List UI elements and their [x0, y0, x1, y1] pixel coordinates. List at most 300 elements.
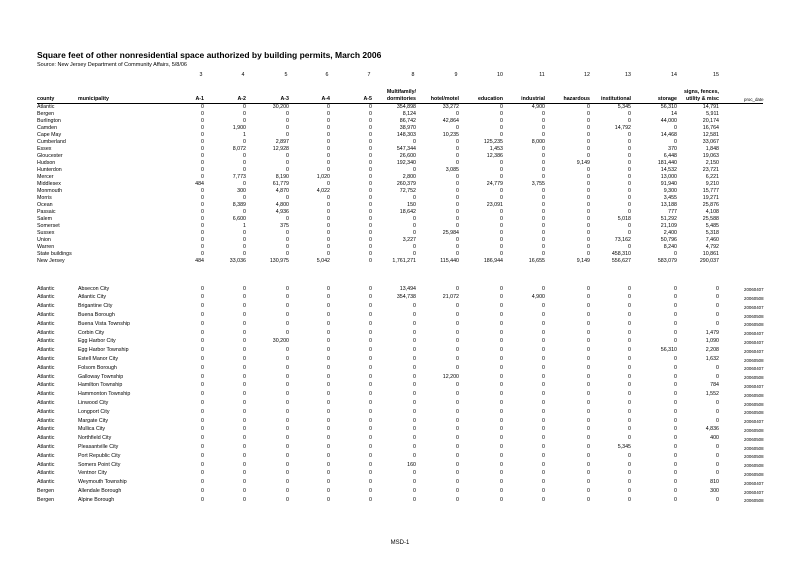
muni-row-value: 0 [369, 355, 372, 362]
muni-row-date: 20060508 [744, 410, 764, 416]
muni-row-value: 0 [243, 443, 246, 450]
muni-row-value: 0 [327, 417, 330, 424]
county-row-value: 0 [587, 152, 590, 159]
muni-row-value: 0 [327, 443, 330, 450]
county-row-name: Cape May [37, 131, 62, 138]
county-row-value: 0 [286, 215, 289, 222]
muni-row-date: 20060508 [744, 445, 764, 451]
county-row-value: 0 [201, 124, 204, 131]
muni-row-county: Atlantic [37, 329, 55, 336]
muni-row-value: 0 [674, 391, 677, 398]
county-row-value: 5,345 [617, 103, 631, 110]
muni-row-value: 0 [413, 487, 416, 494]
muni-row-value: 0 [628, 470, 631, 477]
muni-row-name: Alpine Borough [78, 496, 115, 503]
county-row-value: 0 [369, 257, 372, 264]
county-row-value: 2,897 [275, 138, 289, 145]
county-row-value: 0 [456, 152, 459, 159]
county-row-value: 0 [674, 250, 677, 257]
muni-row-county: Atlantic [37, 452, 55, 459]
muni-row-value: 0 [456, 329, 459, 336]
county-row-value: 0 [286, 229, 289, 236]
muni-row-value: 0 [628, 461, 631, 468]
muni-row-value: 0 [413, 426, 416, 433]
county-row-value: 0 [587, 110, 590, 117]
county-row-value: 0 [243, 250, 246, 257]
county-row-value: 0 [587, 138, 590, 145]
muni-row-value: 0 [674, 294, 677, 301]
muni-row-value: 0 [243, 426, 246, 433]
county-row-name: Hudson [37, 159, 56, 166]
muni-row-value: 0 [201, 382, 204, 389]
muni-row-value: 400 [710, 435, 719, 442]
muni-row-value: 0 [542, 470, 545, 477]
county-row-value: 0 [413, 166, 416, 173]
county-row-value: 148,303 [396, 131, 416, 138]
muni-row-value: 0 [243, 452, 246, 459]
county-row-value: 0 [243, 110, 246, 117]
muni-row-date: 20060407 [744, 348, 764, 354]
muni-row-value: 0 [243, 373, 246, 380]
county-row-name: Salem [37, 215, 53, 222]
muni-row-value: 0 [500, 417, 503, 424]
muni-row-value: 0 [327, 435, 330, 442]
county-row-value: 0 [542, 145, 545, 152]
muni-row-value: 0 [369, 382, 372, 389]
muni-row-value: 0 [413, 417, 416, 424]
muni-row-value: 0 [587, 303, 590, 310]
muni-row-value: 0 [413, 329, 416, 336]
header-col: A-2 [237, 96, 246, 102]
column-number: 8 [411, 72, 415, 78]
county-row-name: Burlington [37, 117, 61, 124]
muni-row-value: 0 [286, 329, 289, 336]
muni-row-value: 0 [369, 487, 372, 494]
county-row-value: 0 [327, 166, 330, 173]
county-row-value: 0 [628, 243, 631, 250]
muni-row-value: 0 [243, 338, 246, 345]
county-row-name: Essex [37, 145, 52, 152]
county-row-value: 50,796 [660, 236, 677, 243]
county-row-value: 0 [542, 187, 545, 194]
county-row-value: 0 [243, 117, 246, 124]
muni-row-value: 0 [201, 452, 204, 459]
muni-row-name: Brigantine City [78, 303, 113, 310]
county-row-value: 0 [413, 194, 416, 201]
muni-row-value: 0 [327, 408, 330, 415]
muni-row-value: 0 [369, 496, 372, 503]
county-row-value: 0 [542, 124, 545, 131]
muni-row-value: 0 [369, 417, 372, 424]
muni-row-value: 0 [716, 373, 719, 380]
county-row-value: 0 [587, 103, 590, 110]
county-row-value: 0 [327, 117, 330, 124]
county-row-value: 0 [369, 138, 372, 145]
county-row-value: 16,655 [528, 257, 545, 264]
county-row-value: 0 [542, 229, 545, 236]
muni-row-value: 0 [587, 461, 590, 468]
muni-row-value: 0 [542, 329, 545, 336]
county-row-value: 0 [201, 159, 204, 166]
muni-row-date: 20060508 [744, 471, 764, 477]
header-col-top: signs, fences, [683, 89, 719, 95]
muni-row-value: 0 [327, 470, 330, 477]
muni-row-value: 0 [587, 426, 590, 433]
county-row-value: 25,984 [442, 229, 459, 236]
muni-row-value: 0 [413, 355, 416, 362]
muni-row-value: 0 [369, 408, 372, 415]
muni-row-value: 0 [542, 338, 545, 345]
muni-row-value: 0 [716, 417, 719, 424]
muni-row-value: 0 [628, 285, 631, 292]
muni-row-name: Margate City [78, 417, 109, 424]
muni-row-value: 0 [201, 373, 204, 380]
county-row-value: 38,970 [399, 124, 416, 131]
muni-row-value: 30,200 [272, 338, 289, 345]
muni-row-value: 0 [674, 487, 677, 494]
muni-row-value: 0 [542, 435, 545, 442]
county-row-value: 14,468 [660, 131, 677, 138]
muni-row-value: 0 [201, 496, 204, 503]
county-row-value: 777 [668, 208, 677, 215]
county-row-value: 458,310 [611, 250, 631, 257]
county-row-value: 3,085 [445, 166, 459, 173]
muni-row-value: 0 [243, 408, 246, 415]
county-row-value: 61,779 [272, 180, 289, 187]
county-row-value: 0 [500, 173, 503, 180]
muni-row-value: 0 [500, 338, 503, 345]
muni-row-date: 20060407 [744, 480, 764, 486]
muni-row-value: 300 [710, 487, 719, 494]
county-row-value: 0 [286, 124, 289, 131]
county-row-value: 0 [201, 215, 204, 222]
muni-row-value: 0 [413, 452, 416, 459]
muni-row-value: 0 [456, 470, 459, 477]
muni-row-value: 0 [369, 479, 372, 486]
county-row-value: 0 [628, 180, 631, 187]
county-row-value: 0 [369, 124, 372, 131]
report-source: Source: New Jersey Department of Community Affairs, 5/8/06 [37, 62, 187, 68]
column-number: 3 [199, 72, 203, 78]
county-row-value: 0 [243, 208, 246, 215]
county-row-value: 25,876 [702, 201, 719, 208]
county-row-value: 0 [542, 215, 545, 222]
county-row-value: 0 [587, 243, 590, 250]
muni-row-value: 0 [201, 329, 204, 336]
header-proc-date: proc_date [744, 97, 764, 102]
county-row-value: 0 [369, 201, 372, 208]
muni-row-value: 0 [413, 470, 416, 477]
muni-row-name: Ventnor City [78, 470, 107, 477]
muni-row-value: 0 [674, 408, 677, 415]
county-row-value: 0 [542, 110, 545, 117]
county-row-value: 0 [327, 103, 330, 110]
muni-row-value: 0 [369, 338, 372, 345]
muni-row-value: 0 [587, 399, 590, 406]
county-row-value: 0 [327, 201, 330, 208]
county-row-value: 370 [668, 145, 677, 152]
muni-row-value: 0 [243, 399, 246, 406]
muni-row-value: 0 [327, 479, 330, 486]
muni-row-value: 0 [716, 303, 719, 310]
header-col: industrial [521, 96, 545, 102]
county-row-value: 51,292 [660, 215, 677, 222]
county-row-value: 14,532 [660, 166, 677, 173]
muni-row-value: 0 [500, 329, 503, 336]
muni-row-date: 20060407 [744, 304, 764, 310]
muni-row-name: Somers Point City [78, 461, 121, 468]
county-row-value: 0 [456, 124, 459, 131]
muni-row-county: Atlantic [37, 347, 55, 354]
muni-row-value: 0 [286, 470, 289, 477]
county-row-value: 0 [369, 103, 372, 110]
muni-row-value: 0 [587, 470, 590, 477]
muni-row-value: 0 [327, 320, 330, 327]
muni-row-date: 20060508 [744, 463, 764, 469]
county-row-value: 0 [327, 131, 330, 138]
muni-row-value: 0 [542, 461, 545, 468]
muni-row-value: 0 [286, 461, 289, 468]
county-row-value: 1 [243, 222, 246, 229]
county-row-value: 0 [628, 201, 631, 208]
county-row-value: 14,791 [702, 103, 719, 110]
county-row-value: 0 [456, 208, 459, 215]
county-row-value: 0 [542, 250, 545, 257]
county-row-value: 0 [542, 243, 545, 250]
muni-row-name: Pleasantville City [78, 443, 119, 450]
muni-row-date: 20060407 [744, 287, 764, 293]
muni-row-value: 0 [456, 479, 459, 486]
muni-row-value: 0 [243, 487, 246, 494]
county-row-value: 3,227 [402, 236, 416, 243]
county-row-value: 0 [369, 180, 372, 187]
muni-row-value: 0 [456, 382, 459, 389]
county-row-value: 7,460 [705, 236, 719, 243]
muni-row-value: 0 [327, 303, 330, 310]
county-row-name: Union [37, 236, 51, 243]
muni-row-value: 0 [369, 320, 372, 327]
muni-row-county: Atlantic [37, 408, 55, 415]
muni-row-value: 0 [587, 320, 590, 327]
muni-row-value: 0 [542, 426, 545, 433]
county-row-value: 0 [369, 117, 372, 124]
muni-row-value: 0 [243, 479, 246, 486]
muni-row-value: 4,836 [705, 426, 719, 433]
county-row-value: 0 [628, 110, 631, 117]
county-row-value: 0 [286, 250, 289, 257]
muni-row-name: Egg Harbor Township [78, 347, 129, 354]
muni-row-date: 20060508 [744, 313, 764, 319]
muni-row-county: Atlantic [37, 443, 55, 450]
county-row-value: 0 [542, 236, 545, 243]
muni-row-name: Estell Manor City [78, 355, 119, 362]
muni-row-value: 0 [243, 329, 246, 336]
muni-row-name: Hamilton Township [78, 382, 123, 389]
header-col: hotel/motel [430, 96, 459, 102]
muni-row-value: 0 [369, 435, 372, 442]
muni-row-value: 0 [628, 408, 631, 415]
county-row-value: 1,761,271 [392, 257, 416, 264]
county-row-value: 0 [201, 229, 204, 236]
muni-row-value: 0 [587, 338, 590, 345]
muni-row-value: 0 [628, 320, 631, 327]
muni-row-value: 0 [500, 496, 503, 503]
county-row-value: 5,018 [617, 215, 631, 222]
muni-row-value: 0 [243, 294, 246, 301]
county-row-value: 0 [456, 173, 459, 180]
column-number: 15 [713, 72, 719, 78]
county-row-value: 15,777 [702, 187, 719, 194]
muni-row-date: 20060508 [744, 375, 764, 381]
muni-row-value: 0 [542, 487, 545, 494]
muni-row-value: 0 [286, 347, 289, 354]
muni-row-value: 0 [674, 479, 677, 486]
county-row-value: 290,037 [699, 257, 719, 264]
county-row-name: Hunterdon [37, 166, 62, 173]
column-number: 9 [454, 72, 458, 78]
muni-row-value: 0 [243, 364, 246, 371]
county-row-value: 56,310 [660, 103, 677, 110]
muni-row-value: 0 [587, 347, 590, 354]
county-row-value: 0 [201, 117, 204, 124]
muni-row-value: 0 [286, 408, 289, 415]
muni-row-value: 0 [542, 443, 545, 450]
muni-row-value: 0 [286, 399, 289, 406]
county-row-value: 0 [456, 159, 459, 166]
muni-row-value: 0 [500, 487, 503, 494]
county-row-value: 0 [500, 215, 503, 222]
county-row-value: 0 [456, 138, 459, 145]
county-row-value: 10,235 [442, 131, 459, 138]
county-row-value: 42,864 [442, 117, 459, 124]
county-row-value: 0 [456, 187, 459, 194]
county-row-value: 0 [542, 131, 545, 138]
county-row-name: Monmouth [37, 187, 63, 194]
muni-row-value: 0 [456, 347, 459, 354]
county-row-value: 125,235 [483, 138, 503, 145]
county-row-value: 0 [327, 236, 330, 243]
muni-row-value: 0 [456, 320, 459, 327]
county-row-value: 0 [628, 173, 631, 180]
muni-row-value: 21,072 [442, 294, 459, 301]
county-row-value: 0 [286, 159, 289, 166]
county-row-value: 0 [201, 250, 204, 257]
header-col: hazardous [563, 96, 590, 102]
county-row-name: Mercer [37, 173, 54, 180]
muni-row-value: 0 [628, 303, 631, 310]
county-row-value: 0 [369, 173, 372, 180]
muni-row-value: 0 [201, 461, 204, 468]
county-row-value: 0 [587, 229, 590, 236]
muni-row-value: 0 [286, 452, 289, 459]
column-number: 4 [241, 72, 245, 78]
muni-row-value: 0 [456, 452, 459, 459]
county-row-value: 0 [369, 243, 372, 250]
county-row-value: 0 [201, 236, 204, 243]
county-row-value: 192,340 [396, 159, 416, 166]
county-row-value: 19,063 [702, 152, 719, 159]
column-number: 5 [284, 72, 288, 78]
header-county: county [37, 96, 55, 102]
county-row-name: Ocean [37, 201, 53, 208]
muni-row-value: 0 [413, 382, 416, 389]
muni-row-value: 0 [716, 461, 719, 468]
muni-row-value: 0 [500, 452, 503, 459]
muni-row-date: 20060407 [744, 419, 764, 425]
muni-row-value: 0 [716, 311, 719, 318]
muni-row-value: 0 [456, 417, 459, 424]
county-row-value: 8,190 [275, 173, 289, 180]
county-row-value: 2,150 [705, 159, 719, 166]
muni-row-value: 0 [327, 338, 330, 345]
muni-row-value: 0 [500, 303, 503, 310]
county-row-value: 13,000 [660, 173, 677, 180]
county-row-value: 14,792 [614, 124, 631, 131]
muni-row-value: 0 [369, 391, 372, 398]
muni-row-value: 0 [369, 285, 372, 292]
county-row-name: State buildings [37, 250, 72, 257]
county-row-value: 0 [628, 117, 631, 124]
county-row-value: 6,221 [705, 173, 719, 180]
muni-row-value: 0 [201, 364, 204, 371]
muni-row-value: 0 [201, 426, 204, 433]
muni-row-date: 20060508 [744, 401, 764, 407]
muni-row-value: 0 [286, 426, 289, 433]
county-row-value: 16,764 [702, 124, 719, 131]
muni-row-value: 0 [500, 355, 503, 362]
county-row-value: 4,022 [316, 187, 330, 194]
muni-row-value: 0 [201, 391, 204, 398]
county-row-value: 0 [201, 138, 204, 145]
muni-row-value: 0 [542, 320, 545, 327]
muni-row-value: 0 [243, 461, 246, 468]
county-row-value: 0 [369, 159, 372, 166]
county-row-value: 0 [587, 124, 590, 131]
muni-row-value: 0 [243, 435, 246, 442]
muni-row-value: 0 [327, 487, 330, 494]
county-row-value: 0 [542, 201, 545, 208]
county-row-value: 0 [500, 159, 503, 166]
muni-row-county: Bergen [37, 496, 55, 503]
county-row-value: 0 [369, 131, 372, 138]
muni-row-value: 0 [628, 426, 631, 433]
county-row-value: 0 [628, 166, 631, 173]
county-row-name: Warren [37, 243, 55, 250]
muni-row-value: 0 [500, 320, 503, 327]
muni-row-value: 0 [201, 435, 204, 442]
muni-row-value: 0 [327, 496, 330, 503]
muni-row-date: 20060407 [744, 489, 764, 495]
muni-row-value: 0 [243, 355, 246, 362]
muni-row-value: 0 [413, 408, 416, 415]
muni-row-value: 0 [243, 382, 246, 389]
muni-row-value: 0 [327, 382, 330, 389]
muni-row-value: 0 [286, 391, 289, 398]
header-col: A-1 [195, 96, 204, 102]
muni-row-name: Absecon City [78, 285, 110, 292]
muni-row-value: 0 [243, 320, 246, 327]
muni-row-value: 0 [542, 479, 545, 486]
county-row-value: 0 [369, 166, 372, 173]
muni-row-value: 0 [628, 391, 631, 398]
county-row-value: 0 [243, 166, 246, 173]
county-row-value: 4,900 [531, 103, 545, 110]
muni-row-value: 0 [542, 285, 545, 292]
county-row-value: 0 [201, 145, 204, 152]
county-row-value: 0 [286, 194, 289, 201]
county-row-value: 0 [201, 194, 204, 201]
muni-row-value: 0 [674, 329, 677, 336]
